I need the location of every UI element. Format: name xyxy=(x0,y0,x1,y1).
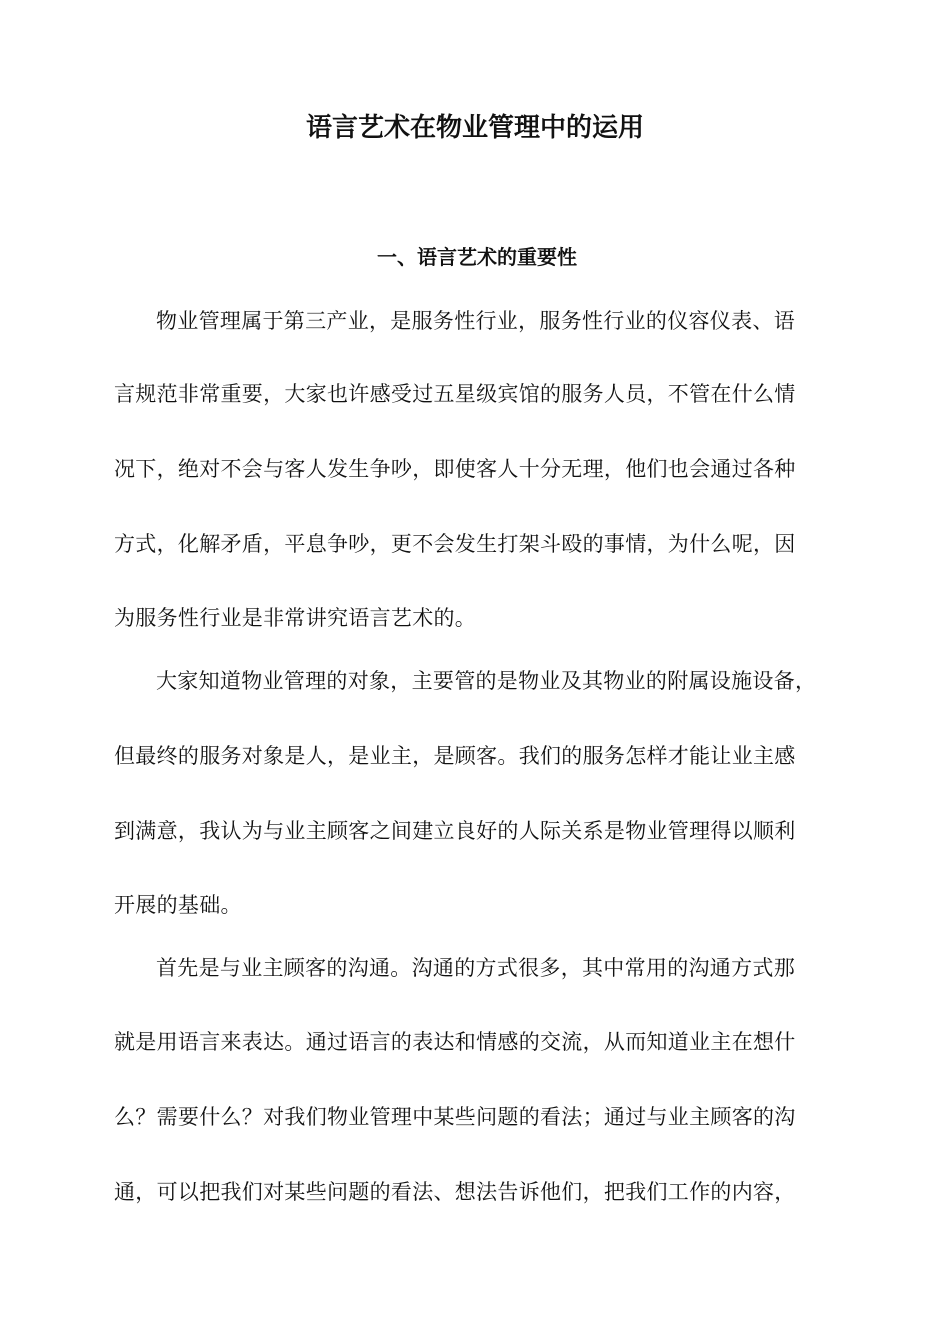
paragraph-line: 况下，绝对不会与客人发生争吵，即使客人十分无理，他们也会通过各种 xyxy=(114,457,796,481)
paragraph-line: 到满意，我认为与业主顾客之间建立良好的人际关系是物业管理得以顺利 xyxy=(114,819,796,843)
paragraph-line: 物业管理属于第三产业，是服务性行业，服务性行业的仪容仪表、语 xyxy=(156,309,795,333)
paragraph-line: 就是用语言来表达。通过语言的表达和情感的交流，从而知道业主在想什 xyxy=(114,1030,796,1054)
paragraph-line: 么？需要什么？对我们物业管理中某些问题的看法；通过与业主顾客的沟 xyxy=(114,1105,796,1129)
paragraph-line: 首先是与业主顾客的沟通。沟通的方式很多，其中常用的沟通方式那 xyxy=(156,956,795,980)
paragraph-line: 开展的基础。 xyxy=(114,893,242,917)
document-title: 语言艺术在物业管理中的运用 xyxy=(305,113,644,143)
paragraph-line: 为服务性行业是非常讲究语言艺术的。 xyxy=(114,606,477,630)
paragraph-line: 大家知道物业管理的对象，主要管的是物业及其物业的附属设施设备， xyxy=(156,669,817,693)
paragraph-line: 但最终的服务对象是人，是业主，是顾客。我们的服务怎样才能让业主感 xyxy=(114,744,796,768)
paragraph-line: 通，可以把我们对某些问题的看法、想法告诉他们，把我们工作的内容， xyxy=(114,1180,796,1204)
section-heading: 一、语言艺术的重要性 xyxy=(377,245,577,269)
paragraph-line: 言规范非常重要，大家也许感受过五星级宾馆的服务人员，不管在什么情 xyxy=(114,382,796,406)
paragraph-line: 方式，化解矛盾，平息争吵，更不会发生打架斗殴的事情，为什么呢，因 xyxy=(114,532,796,556)
